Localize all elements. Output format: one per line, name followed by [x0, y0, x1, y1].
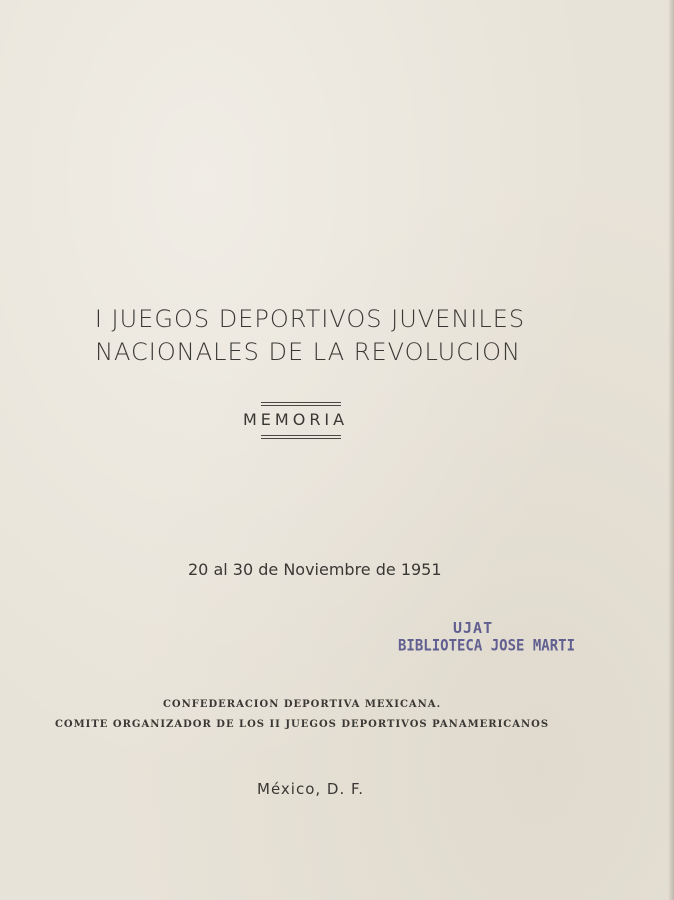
title-line-1: I JUEGOS DEPORTIVOS JUVENILES	[94, 305, 526, 333]
double-rule-top	[261, 402, 341, 406]
organization-line-2: COMITE ORGANIZADOR DE LOS II JUEGOS DEPORTIVOS PANAMERICANOS	[54, 719, 550, 730]
library-stamp-line-1: UJAT	[453, 619, 494, 637]
library-stamp-line-2: BIBLIOTECA JOSE MARTI	[398, 636, 576, 656]
subtitle-block	[243, 402, 349, 442]
organization-line-1: CONFEDERACION DEPORTIVA MEXICANA.	[162, 699, 442, 710]
subtitle: MEMORIA	[243, 410, 349, 429]
title-line-2: NACIONALES DE LA REVOLUCION	[95, 338, 521, 366]
event-dates: 20 al 30 de Noviembre de 1951	[188, 560, 442, 579]
page-edge-shadow	[668, 0, 674, 900]
publication-place: México, D. F.	[257, 780, 364, 798]
double-rule-bottom	[261, 435, 341, 439]
